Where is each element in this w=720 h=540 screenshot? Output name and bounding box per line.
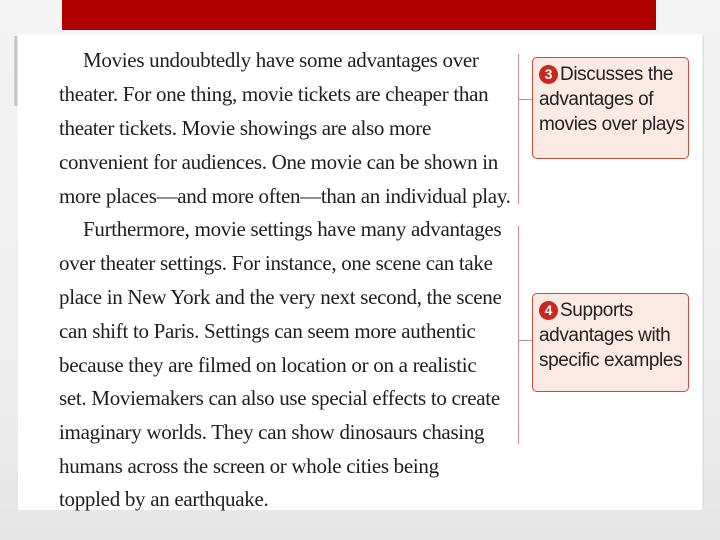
callout-line [539, 62, 682, 87]
callout-line: specific examples [539, 350, 683, 371]
bracket-line [518, 226, 519, 444]
callout-number-badge: 3 [539, 65, 558, 84]
bracket-connector [518, 99, 532, 100]
callout-line [539, 298, 682, 323]
callout-number-badge: 4 [539, 301, 558, 320]
bracket-connector [518, 340, 532, 341]
text-line: humans across the screen or whole cities being [59, 454, 439, 478]
callout-line: advantages with [539, 325, 671, 346]
text-line: set. Moviemakers can also use special effects to create [59, 386, 500, 410]
bracket-line [518, 54, 519, 204]
callout-line: movies over plays [539, 114, 685, 135]
text-excerpt-image [18, 34, 702, 510]
text-line: Furthermore, movie settings have many advantages [83, 217, 502, 241]
text-line: can shift to Paris. Settings can seem more authentic [59, 319, 476, 343]
callout-line: advantages of [539, 89, 654, 110]
text-line: more places—and more often—than an individual play. [59, 184, 511, 208]
text-line: convenient for audiences. One movie can be shown in [59, 150, 498, 174]
text-line: theater. For one thing, movie tickets are cheaper than [59, 82, 489, 106]
title-bar [62, 0, 656, 30]
callout-text: Supports [560, 300, 633, 321]
text-line: imaginary worlds. They can show dinosaurs chasing [59, 420, 485, 444]
callout-text: Discusses the [560, 64, 674, 85]
text-line: over theater settings. For instance, one scene can take [59, 251, 493, 275]
annotation-callout-3 [532, 57, 689, 159]
text-line: toppled by an earthquake. [59, 487, 269, 511]
text-line: place in New York and the very next second, the scene [59, 285, 502, 309]
text-line: Movies undoubtedly have some advantages over [83, 48, 479, 72]
annotation-callout-4 [532, 293, 689, 392]
text-line: because they are filmed on location or on a realistic [59, 353, 477, 377]
text-line: theater tickets. Movie showings are also more [59, 116, 431, 140]
